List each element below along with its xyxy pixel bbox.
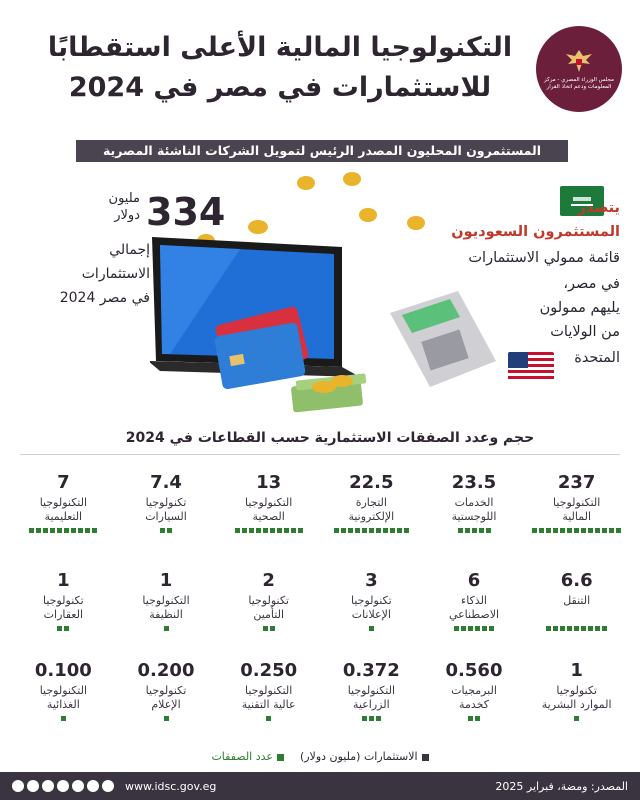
x-icon[interactable] [27,780,39,792]
sector-name-line-2: الزراعية [353,698,390,711]
unit-line-1: مليون [108,191,140,206]
deal-dot [167,528,172,533]
idsc-logo [536,26,622,112]
sector-cell [525,470,628,568]
sector-cell [115,658,218,740]
sector-name-line-2: التعليمية [44,510,83,523]
deal-dot [465,528,470,533]
website-link[interactable]: www.idsc.gov.eg [125,779,217,793]
sector-name-line-1: تكنولوجيا [145,496,187,509]
sector-name-line-1: التجارة [355,496,387,509]
deal-dot [362,716,367,721]
sector-name [217,496,320,524]
source-note: المصدر: ومضة، فبراير 2025 [495,779,628,793]
desc-line-1: إجمالي [109,242,150,258]
sector-value: 22.5 [349,472,394,493]
sector-name-line-2: السيارات [145,510,187,523]
section-divider [20,454,620,455]
deal-dot [71,528,76,533]
sector-name [115,684,218,712]
sector-cell [525,658,628,740]
deal-dot [57,528,62,533]
sector-cell [12,470,115,568]
legend-investments [300,750,429,763]
sector-value: 1 [159,570,173,591]
deal-count-dots [115,528,218,533]
deal-dot [369,528,374,533]
deal-dot [298,528,303,533]
legend-swatch-investments [422,754,429,761]
deal-dot [553,626,558,631]
sector-name [217,594,320,622]
deal-count-dots [320,626,423,631]
deal-dot [574,716,579,721]
deal-dot [277,528,282,533]
deal-dot [266,716,271,721]
legend [190,750,450,763]
deal-count-dots [12,626,115,631]
sector-name-line-1: تكنولوجيا [145,684,187,697]
sectors-section-title: حجم وعدد الصفقات الاستثمارية حسب القطاعات في 2024 [125,430,535,446]
deal-dot [588,528,593,533]
sector-cell [423,658,526,740]
deal-dot [64,528,69,533]
sector-value: 23.5 [451,472,497,493]
deal-dot [461,626,466,631]
deal-dot [595,528,600,533]
deal-dot [369,626,374,631]
sector-cell [320,568,423,658]
sector-grid [12,470,628,740]
facebook-icon[interactable] [12,780,24,792]
sector-cell [423,470,526,568]
cash-stack-icon [291,373,366,412]
page-title [40,28,520,108]
deal-dot [85,528,90,533]
sector-cell [217,568,320,658]
deal-count-dots [12,528,115,533]
youtube-icon[interactable] [42,780,54,792]
sector-name [12,496,115,524]
deal-count-dots [115,626,218,631]
deal-dot [270,626,275,631]
sector-name-line-1: التكنولوجيا [347,684,395,697]
total-investment-unit [80,190,140,224]
deal-dot [567,528,572,533]
deal-dot [539,528,544,533]
narrative-line-6: من الولايات [550,324,620,340]
sector-name-line-1: التكنولوجيا [553,496,601,509]
deal-dot [553,528,558,533]
deal-dot [475,626,480,631]
deal-dot [581,528,586,533]
deal-dot [475,716,480,721]
sector-name-line-2: الإعلام [151,698,181,711]
sector-value: 7 [57,472,70,493]
deal-dot [249,528,254,533]
legend-deals [211,750,284,763]
sector-name [115,594,218,622]
deal-dot [61,716,66,721]
sector-name-line-1: التكنولوجيا [245,684,293,697]
deal-count-dots [525,716,628,721]
deal-dot [458,528,463,533]
deal-dot [57,626,62,631]
deal-dot [472,528,477,533]
sector-value: 7.4 [150,472,182,493]
sector-name-line-1: التنقل [563,594,591,607]
deal-dot [160,528,165,533]
sector-cell [217,470,320,568]
sector-name-line-1: التكنولوجيا [142,594,190,607]
sector-name [423,496,526,524]
sector-cell [525,568,628,658]
deal-dot [574,528,579,533]
sector-name-line-1: تكنولوجيا [248,594,289,607]
sector-name-line-1: البرمجيات [451,684,497,697]
deal-dot [263,528,268,533]
narrative-line-1: يتصدر [577,200,620,216]
sector-name [320,496,423,524]
sector-cell [12,568,115,658]
deal-dot [581,626,586,631]
sector-name-line-1: تكنولوجيا [43,594,84,607]
deal-dot [546,626,551,631]
sector-name-line-2: الغذائية [46,698,80,711]
sector-value: 13 [256,472,282,493]
sector-value: 1 [57,570,70,591]
deal-count-dots [115,716,218,721]
deal-dot [376,528,381,533]
sector-value: 3 [365,570,378,591]
sector-value: 0.560 [445,660,503,681]
sector-value: 0.100 [34,660,92,681]
deal-dot [263,626,268,631]
deal-dot [567,626,572,631]
sector-name [525,684,628,712]
sector-name-line-2: الإلكترونية [348,510,395,523]
deal-dot [560,626,565,631]
sector-name-line-1: التكنولوجيا [245,496,293,509]
deal-dot [397,528,402,533]
web-icon [102,780,114,792]
deal-dot [390,528,395,533]
deal-dot [404,528,409,533]
sector-name-line-2: التأمين [253,608,285,621]
sector-name [525,594,628,622]
sector-name-line-1: التكنولوجيا [39,684,87,697]
deal-dot [482,626,487,631]
deal-dot [546,528,551,533]
sector-name [12,594,115,622]
footer-bar [0,772,640,800]
deal-dot [92,528,97,533]
deal-dot [284,528,289,533]
sector-name-line-2: اللوجستية [451,510,497,523]
deal-dot [560,528,565,533]
sector-cell [423,568,526,658]
deal-count-dots [423,716,526,721]
deal-dot [235,528,240,533]
sector-value: 2 [262,570,275,591]
sector-name [320,594,423,622]
deal-dot [479,528,484,533]
sector-name [423,684,526,712]
deal-count-dots [320,716,423,721]
deal-dot [341,528,346,533]
deal-dot [369,716,374,721]
legend-deals-label: عدد الصفقات [211,750,273,763]
sector-name [320,684,423,712]
sector-cell [217,658,320,740]
sector-name-line-1: الخدمات [454,496,494,509]
social-icons [12,780,216,793]
deal-count-dots [217,716,320,721]
sector-name [217,684,320,712]
sector-name-line-2: النظيفة [149,608,183,621]
narrative-line-7: المتحدة [574,350,620,366]
total-investment-description [20,238,150,310]
deal-dot [609,528,614,533]
deal-dot [291,528,296,533]
sector-name-line-2: كخدمة [459,698,489,711]
sector-name-line-2: العقارات [43,608,84,621]
sector-name [115,496,218,524]
us-flag-icon [508,352,554,382]
deal-dot [602,528,607,533]
sector-name [12,684,115,712]
sector-name [423,594,526,622]
deal-dot [362,528,367,533]
deal-dot [29,528,34,533]
sector-name-line-2: الموارد البشرية [541,698,612,711]
deal-count-dots [12,716,115,721]
deal-dot [383,528,388,533]
sector-cell [115,568,218,658]
instagram-icon[interactable] [72,780,84,792]
deal-dot [454,626,459,631]
deal-dot [468,716,473,721]
sector-value: 0.250 [240,660,298,681]
deal-dot [164,626,169,631]
deal-dot [43,528,48,533]
title-line-2: للاستثمارات في مصر في 2024 [68,72,492,103]
unit-line-2: دولار [114,208,140,223]
deal-dot [532,528,537,533]
sector-value: 237 [557,472,596,493]
sector-value: 1 [570,660,583,681]
deal-dot [588,626,593,631]
sector-name-line-2: الصحية [252,510,285,523]
legend-swatch-deals [277,754,284,761]
sector-name-line-1: التكنولوجيا [39,496,87,509]
deal-count-dots [217,626,320,631]
deal-dot [242,528,247,533]
deal-count-dots [525,528,628,533]
narrative-line-4: في مصر، [563,276,620,292]
deal-dot [256,528,261,533]
deal-dot [616,528,621,533]
deal-dot [376,716,381,721]
deal-dot [595,626,600,631]
deal-count-dots [217,528,320,533]
sector-value: 6.6 [560,570,593,591]
sector-value: 0.372 [342,660,400,681]
sector-name-line-2: الإعلانات [351,608,391,621]
narrative-line-3: قائمة ممولي الاستثمارات [468,250,620,266]
deal-count-dots [423,626,526,631]
deal-dot [574,626,579,631]
deal-dot [334,528,339,533]
deal-count-dots [320,528,423,533]
sector-name-line-2: عالية التقنية [241,698,296,711]
subtitle-bar: المستثمرون المحليون المصدر الرئيس لتمويل الشركات الناشئة المصرية [76,140,568,162]
deal-dot [468,626,473,631]
deal-dot [78,528,83,533]
sector-cell [12,658,115,740]
sector-value: 0.200 [137,660,195,681]
deal-dot [489,626,494,631]
sector-cell [320,658,423,740]
deal-dot [355,528,360,533]
deal-count-dots [525,626,628,631]
eagle-icon [564,48,594,74]
sector-cell [320,470,423,568]
narrative-line-2: المستثمرون السعوديون [451,224,620,240]
desc-line-2: الاستثمارات [81,266,150,282]
deal-dot [64,626,69,631]
sector-name-line-1: تكنولوجيا [351,594,392,607]
deal-dot [270,528,275,533]
sector-value: 6 [467,570,481,591]
deal-dot [602,626,607,631]
sector-name-line-2: الاصطناعي [448,608,500,621]
deal-dot [164,716,169,721]
deal-dot [348,528,353,533]
total-investment-number: 334 [146,190,226,234]
sector-name-line-1: تكنولوجيا [556,684,597,697]
tiktok-icon[interactable] [87,780,99,792]
deal-dot [50,528,55,533]
sector-cell [115,470,218,568]
sector-name-line-1: الذكاء [461,594,487,607]
logo-text: مجلس الوزراء المصري - مركز المعلومات ودعم اتخاذ القرار [544,76,614,90]
narrative-line-5: يليهم ممولون [539,300,620,316]
linkedin-icon[interactable] [57,780,69,792]
sector-name-line-2: المالية [562,510,592,523]
title-line-1: التكنولوجيا المالية الأعلى استقطابًا [47,32,513,63]
deal-dot [36,528,41,533]
deal-count-dots [423,528,526,533]
sector-name [525,496,628,524]
desc-line-3: في مصر 2024 [59,290,150,306]
deal-dot [486,528,491,533]
legend-investments-label: الاستثمارات (مليون دولار) [299,750,418,763]
